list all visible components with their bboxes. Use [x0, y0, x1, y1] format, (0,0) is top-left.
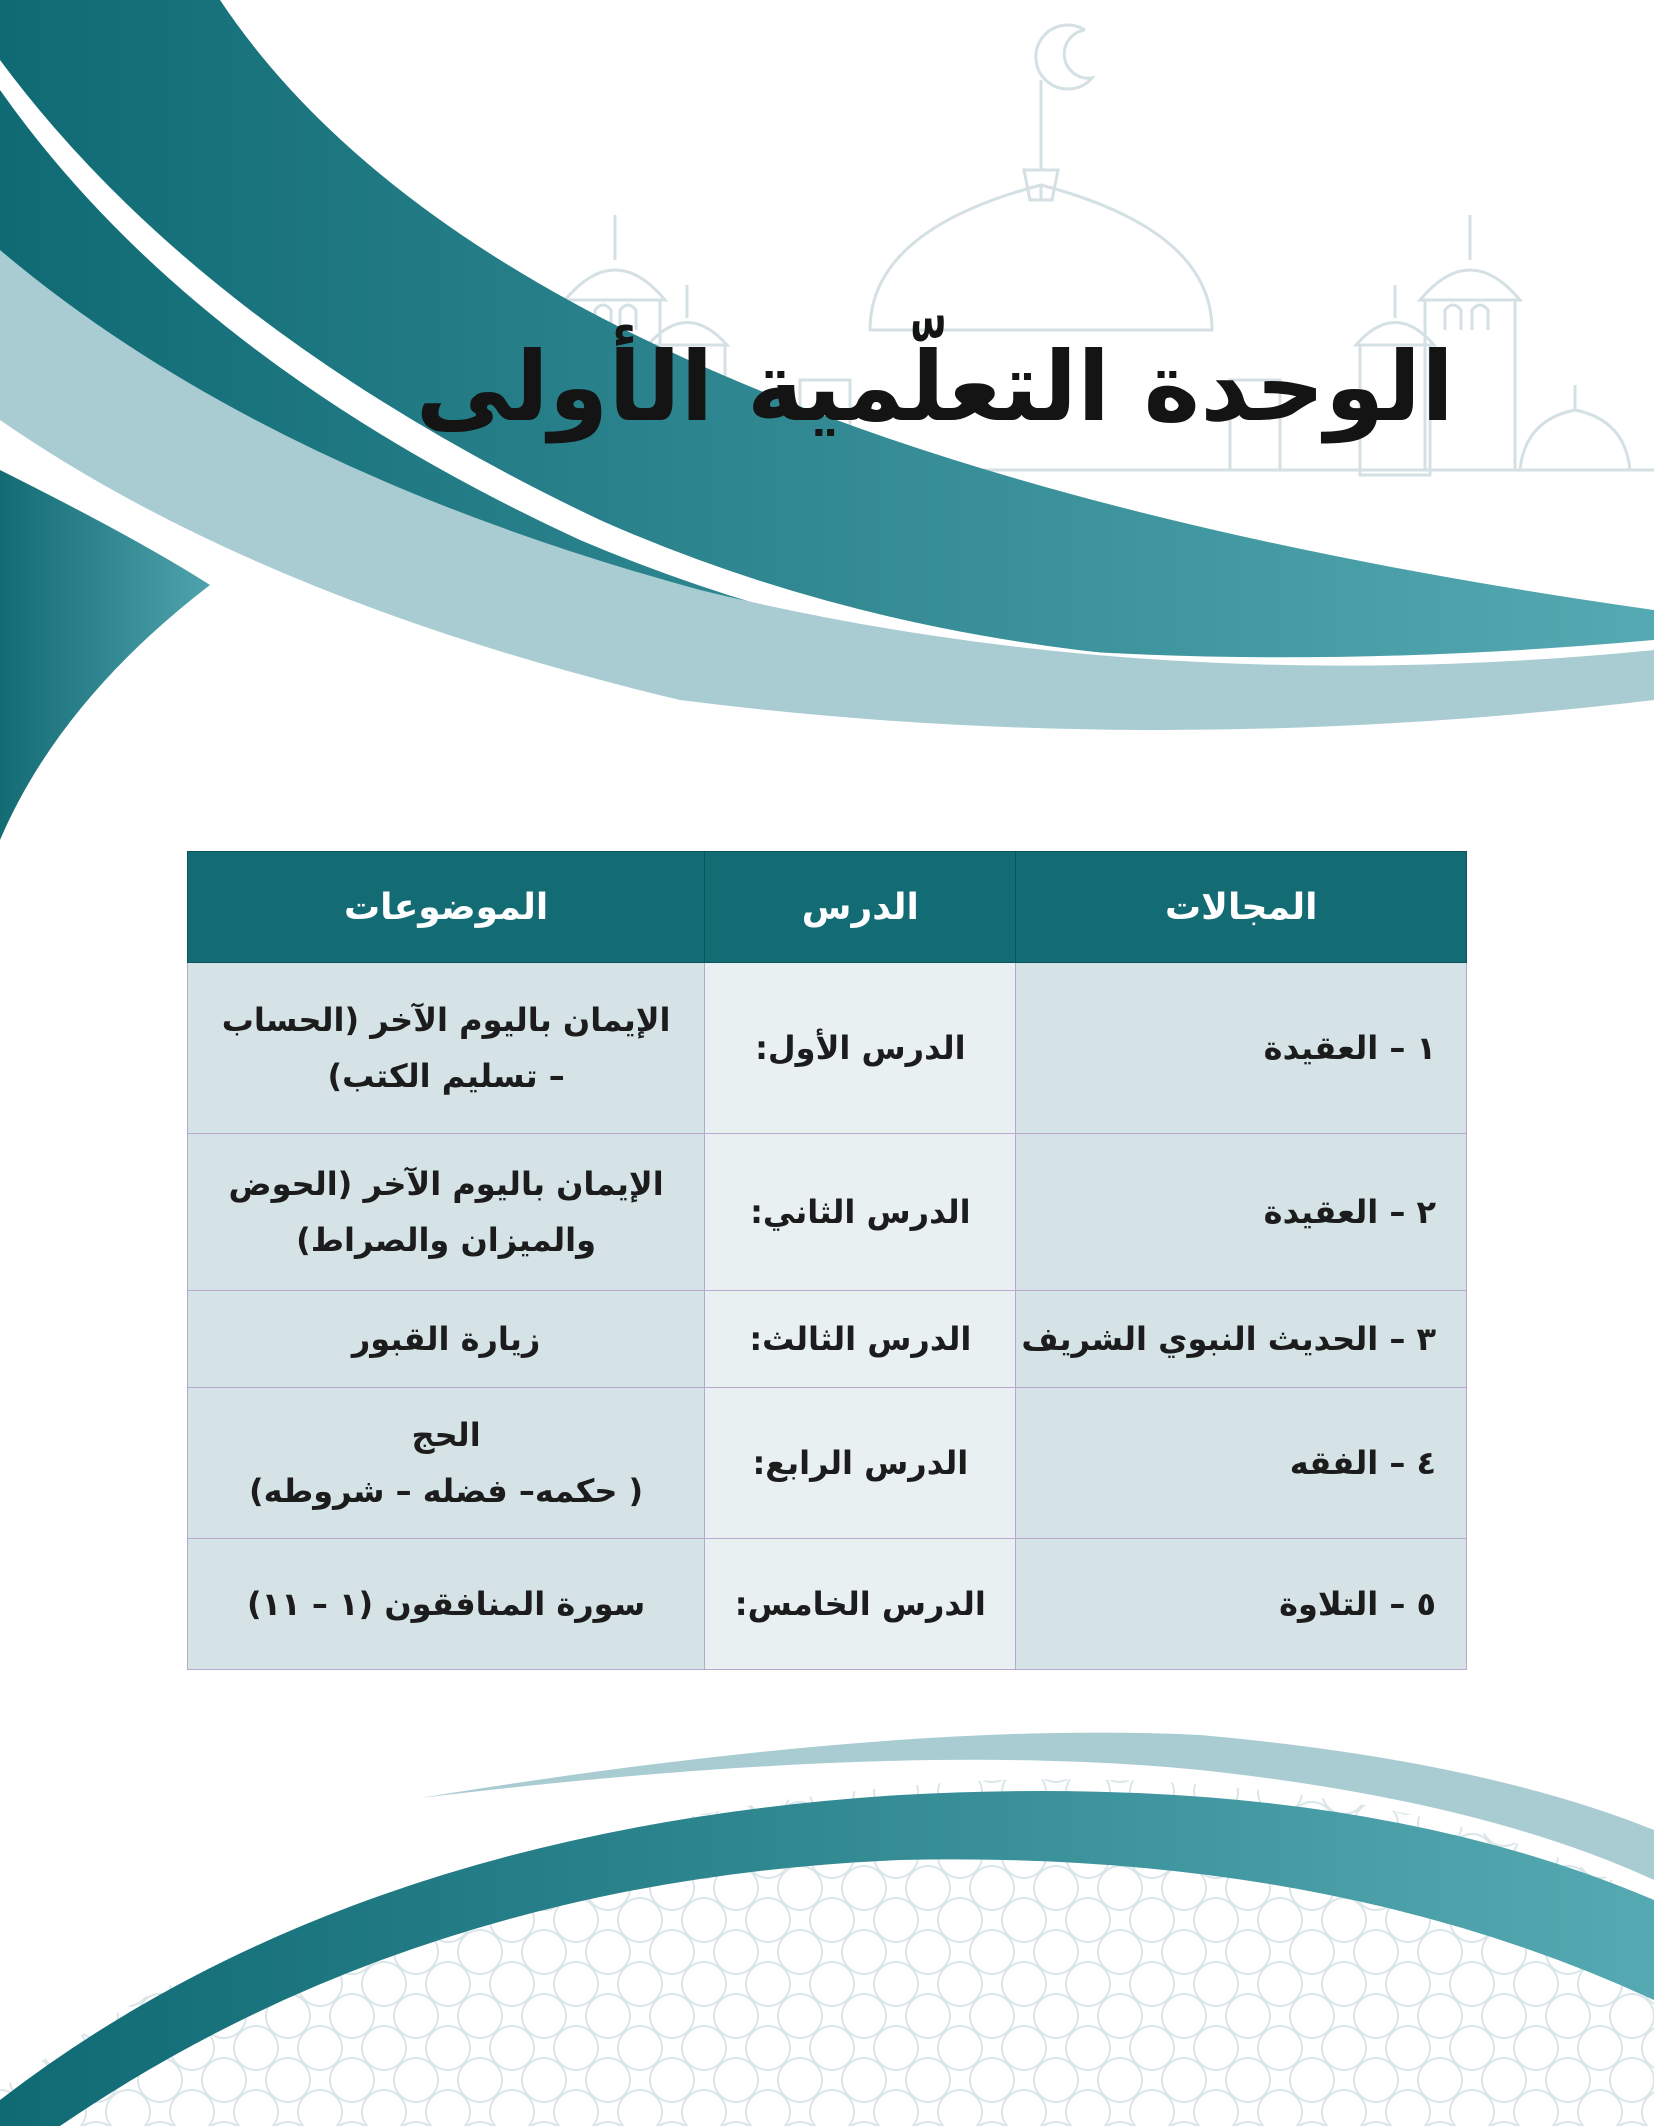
table-row	[188, 1388, 1467, 1539]
table-row	[188, 1291, 1467, 1388]
topic-line: – تسليم الكتب)	[327, 1057, 565, 1095]
topic-line: ( حكمه– فضله – شروطه)	[249, 1472, 644, 1510]
lesson-cell: الدرس الرابع:	[705, 1388, 1016, 1539]
topic-line: الحج	[411, 1416, 481, 1454]
topic-cell	[188, 1291, 705, 1388]
lesson-cell: الدرس الخامس:	[705, 1539, 1016, 1670]
topic-line: والميزان والصراط)	[296, 1221, 597, 1259]
topic-line: زيارة القبور	[351, 1320, 541, 1358]
topic-line: الإيمان باليوم الآخر (الحوض	[228, 1165, 664, 1203]
domain-cell: ٥ – التلاوة	[1016, 1539, 1467, 1670]
lesson-cell: الدرس الأول:	[705, 963, 1016, 1134]
table-header-row	[188, 852, 1467, 963]
topic-cell	[188, 963, 705, 1134]
page-title: الوحدة التعلّمية الأولى	[415, 331, 1454, 443]
lesson-cell: الدرس الثاني:	[705, 1134, 1016, 1291]
topic-line: الإيمان باليوم الآخر (الحساب	[221, 1001, 671, 1039]
table-row	[188, 963, 1467, 1134]
header-lesson: الدرس	[705, 852, 1016, 963]
table-row	[188, 1134, 1467, 1291]
topic-line: سورة المنافقون (١ – ١١)	[247, 1585, 646, 1623]
topic-cell	[188, 1539, 705, 1670]
header-domains: المجالات	[1016, 852, 1467, 963]
topic-cell	[188, 1134, 705, 1291]
domain-cell: ١ – العقيدة	[1016, 963, 1467, 1134]
topic-cell	[188, 1388, 705, 1539]
table-row	[188, 1539, 1467, 1670]
header-topics: الموضوعات	[188, 852, 705, 963]
domain-cell: ٢ – العقيدة	[1016, 1134, 1467, 1291]
domain-cell: ٤ – الفقه	[1016, 1388, 1467, 1539]
lessons-table	[187, 851, 1467, 1670]
domain-cell: ٣ – الحديث النبوي الشريف	[1016, 1291, 1467, 1388]
lesson-cell: الدرس الثالث:	[705, 1291, 1016, 1388]
